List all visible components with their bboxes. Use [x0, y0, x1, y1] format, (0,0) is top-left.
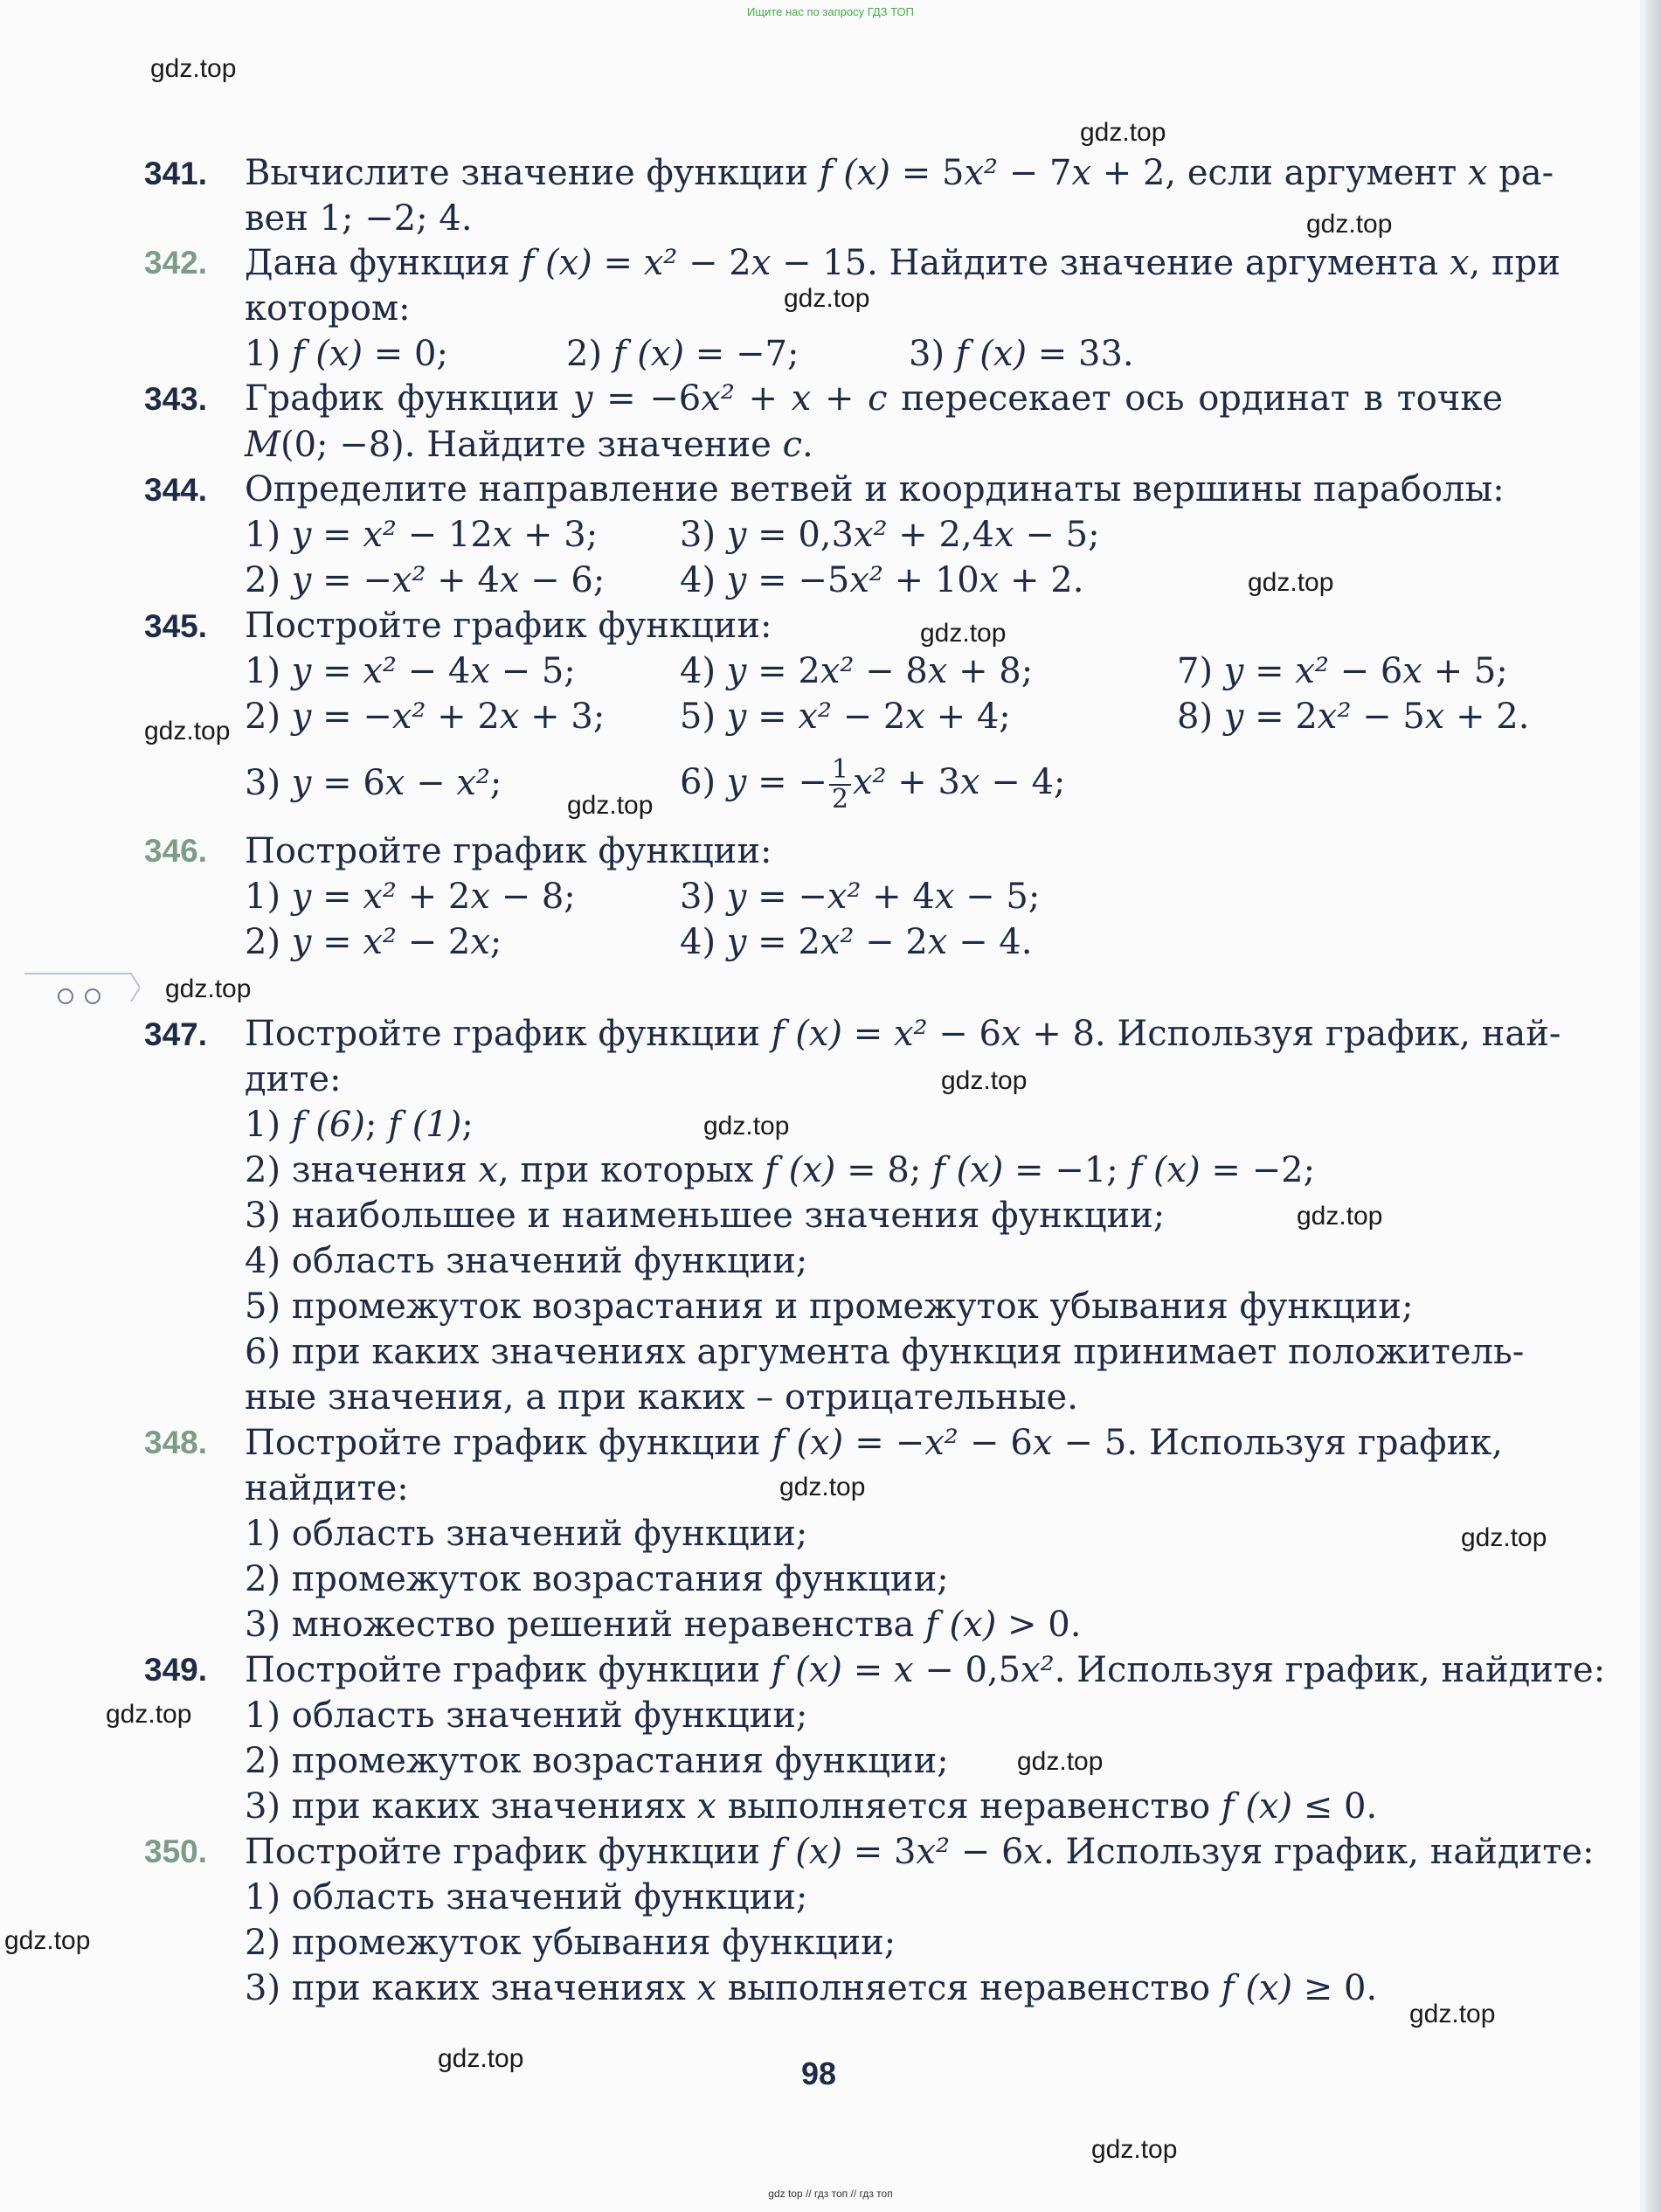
page-number: 98	[801, 2056, 837, 2091]
option: 4) y = −5x² + 10x + 2.	[680, 560, 1084, 600]
problem-text: Дана функция f (x) = x² − 2x − 15. Найдите значение аргумента x, при	[245, 243, 1561, 283]
option: 2) f (x) = −7;	[566, 334, 799, 374]
option: ные значения, а при каких – отрицательные.	[245, 1377, 1078, 1418]
watermark: gdz.top	[1248, 568, 1334, 597]
option: 2) промежуток возрастания функции;	[245, 1559, 949, 1599]
option: 3) наибольшее и наименьшее значения функции;	[245, 1196, 1166, 1236]
option: 2) промежуток убывания функции;	[245, 1923, 896, 1963]
watermark: gdz.top	[1297, 1202, 1383, 1231]
problem-text: вен 1; −2; 4.	[245, 198, 473, 239]
watermark: gdz.top	[1017, 1747, 1104, 1776]
option: 1) y = x² + 2x − 8;	[245, 877, 576, 917]
watermark: gdz.top	[1409, 2000, 1496, 2028]
option: 2) значения x, при которых f (x) = 8; f (x) = −1; f (x) = −2;	[245, 1150, 1316, 1190]
option: 3) y = −x² + 4x − 5;	[680, 877, 1041, 917]
option: 3) y = 6x − x²;	[245, 763, 502, 803]
watermark: gdz.top	[1306, 210, 1393, 239]
option: 7) y = x² − 6x + 5;	[1177, 651, 1508, 691]
problem-text: Вычислите значение функции f (x) = 5x² − 7x + 2, если аргумент x ра-	[245, 153, 1554, 193]
watermark: gdz.top	[144, 717, 231, 745]
option: 4) область значений функции;	[245, 1241, 808, 1281]
problem-number: 347.	[144, 1016, 208, 1052]
problem-text: Определите направление ветвей и координаты вершины параболы:	[245, 469, 1505, 510]
problem-text: График функции y = −6x² + x + c пересекает ось ординат в точке	[245, 378, 1504, 419]
option: 6) y = − $\frac{1}{2}$ x² + 3x − 4;	[680, 754, 1066, 815]
problem-text: Постройте график функции:	[245, 831, 772, 871]
problem-number: 348.	[144, 1425, 208, 1460]
option: 2) y = x² − 2x;	[245, 922, 502, 962]
option: 1) f (x) = 0;	[245, 334, 448, 374]
watermark: gdz.top	[941, 1066, 1028, 1095]
option: 1) y = x² − 4x − 5;	[245, 651, 576, 691]
problem-text: дите:	[245, 1059, 342, 1099]
watermark: gdz.top	[567, 791, 654, 820]
problem-number: 343.	[144, 381, 208, 417]
option: 3) при каких значениях x выполняется неравенство f (x) ≥ 0.	[245, 1968, 1378, 2008]
problem-text: Постройте график функции:	[245, 606, 772, 646]
problem-text: Постройте график функции f (x) = x² − 6x + 8. Используя график, най-	[245, 1014, 1561, 1054]
option: 1) f (6); f (1);	[245, 1105, 474, 1145]
option: 1) область значений функции;	[245, 1514, 808, 1554]
bottom-banner: gdz top // гдз топ // гдз топ	[768, 2188, 893, 2200]
watermark: gdz.top	[106, 1700, 192, 1729]
problem-text: Постройте график функции f (x) = −x² − 6x − 5. Используя график,	[245, 1423, 1503, 1463]
option: 5) промежуток возрастания и промежуток убывания функции;	[245, 1286, 1414, 1327]
option: 3) при каких значениях x выполняется неравенство f (x) ≤ 0.	[245, 1786, 1378, 1827]
problem-text: M(0; −8). Найдите значение c.	[245, 425, 813, 465]
problem-number: 341.	[144, 156, 208, 191]
problem-number: 350.	[144, 1834, 208, 1869]
watermark: gdz.top	[438, 2044, 524, 2073]
option: 4) y = 2x² − 2x − 4.	[680, 922, 1033, 962]
option: 2) y = −x² + 2x + 3;	[245, 697, 606, 737]
problem-text: найдите:	[245, 1468, 409, 1508]
option: 1) область значений функции;	[245, 1877, 808, 1917]
page-spine-edge	[1645, 0, 1661, 2212]
option: 3) f (x) = 33.	[909, 334, 1134, 374]
problem-number: 345.	[144, 608, 208, 644]
option: 6) при каких значениях аргумента функция принимает положитель-	[245, 1332, 1525, 1372]
watermark: gdz.top	[1461, 1523, 1547, 1552]
watermark: gdz.top	[165, 974, 252, 1003]
problem-text: котором:	[245, 288, 411, 329]
option: 5) y = x² − 2x + 4;	[680, 697, 1011, 737]
top-banner: Ищите нас по запросу ГДЗ ТОП	[747, 5, 914, 18]
watermark: gdz.top	[1080, 118, 1166, 147]
watermark: gdz.top	[920, 619, 1007, 648]
problem-text: Постройте график функции f (x) = 3x² − 6x. Используя график, найдите:	[245, 1832, 1595, 1872]
problem-number: 342.	[144, 245, 208, 281]
watermark: gdz.top	[784, 284, 870, 313]
option: 1) область значений функции;	[245, 1695, 808, 1736]
watermark: gdz.top	[4, 1926, 91, 1955]
watermark: gdz.top	[703, 1112, 790, 1141]
watermark: gdz.top	[1091, 2135, 1178, 2164]
option: 8) y = 2x² − 5x + 2.	[1177, 697, 1530, 737]
watermark: gdz.top	[779, 1473, 866, 1501]
problem-number: 346.	[144, 833, 208, 869]
fraction: $\frac{1}{2}$	[829, 756, 851, 814]
option: 1) y = x² − 12x + 3;	[245, 515, 599, 555]
problem-text: Постройте график функции f (x) = x − 0,5x². Используя график, найдите:	[245, 1650, 1606, 1690]
option: 3) множество решений неравенства f (x) > 0.	[245, 1605, 1082, 1645]
watermark: gdz.top	[150, 54, 237, 83]
option: 4) y = 2x² − 8x + 8;	[680, 651, 1034, 691]
section-marker-icon	[24, 970, 140, 1005]
problem-number: 349.	[144, 1652, 208, 1688]
option: 2) y = −x² + 4x − 6;	[245, 560, 606, 600]
option: 2) промежуток возрастания функции;	[245, 1741, 949, 1781]
problem-number: 344.	[144, 472, 208, 508]
option: 3) y = 0,3x² + 2,4x − 5;	[680, 515, 1100, 555]
